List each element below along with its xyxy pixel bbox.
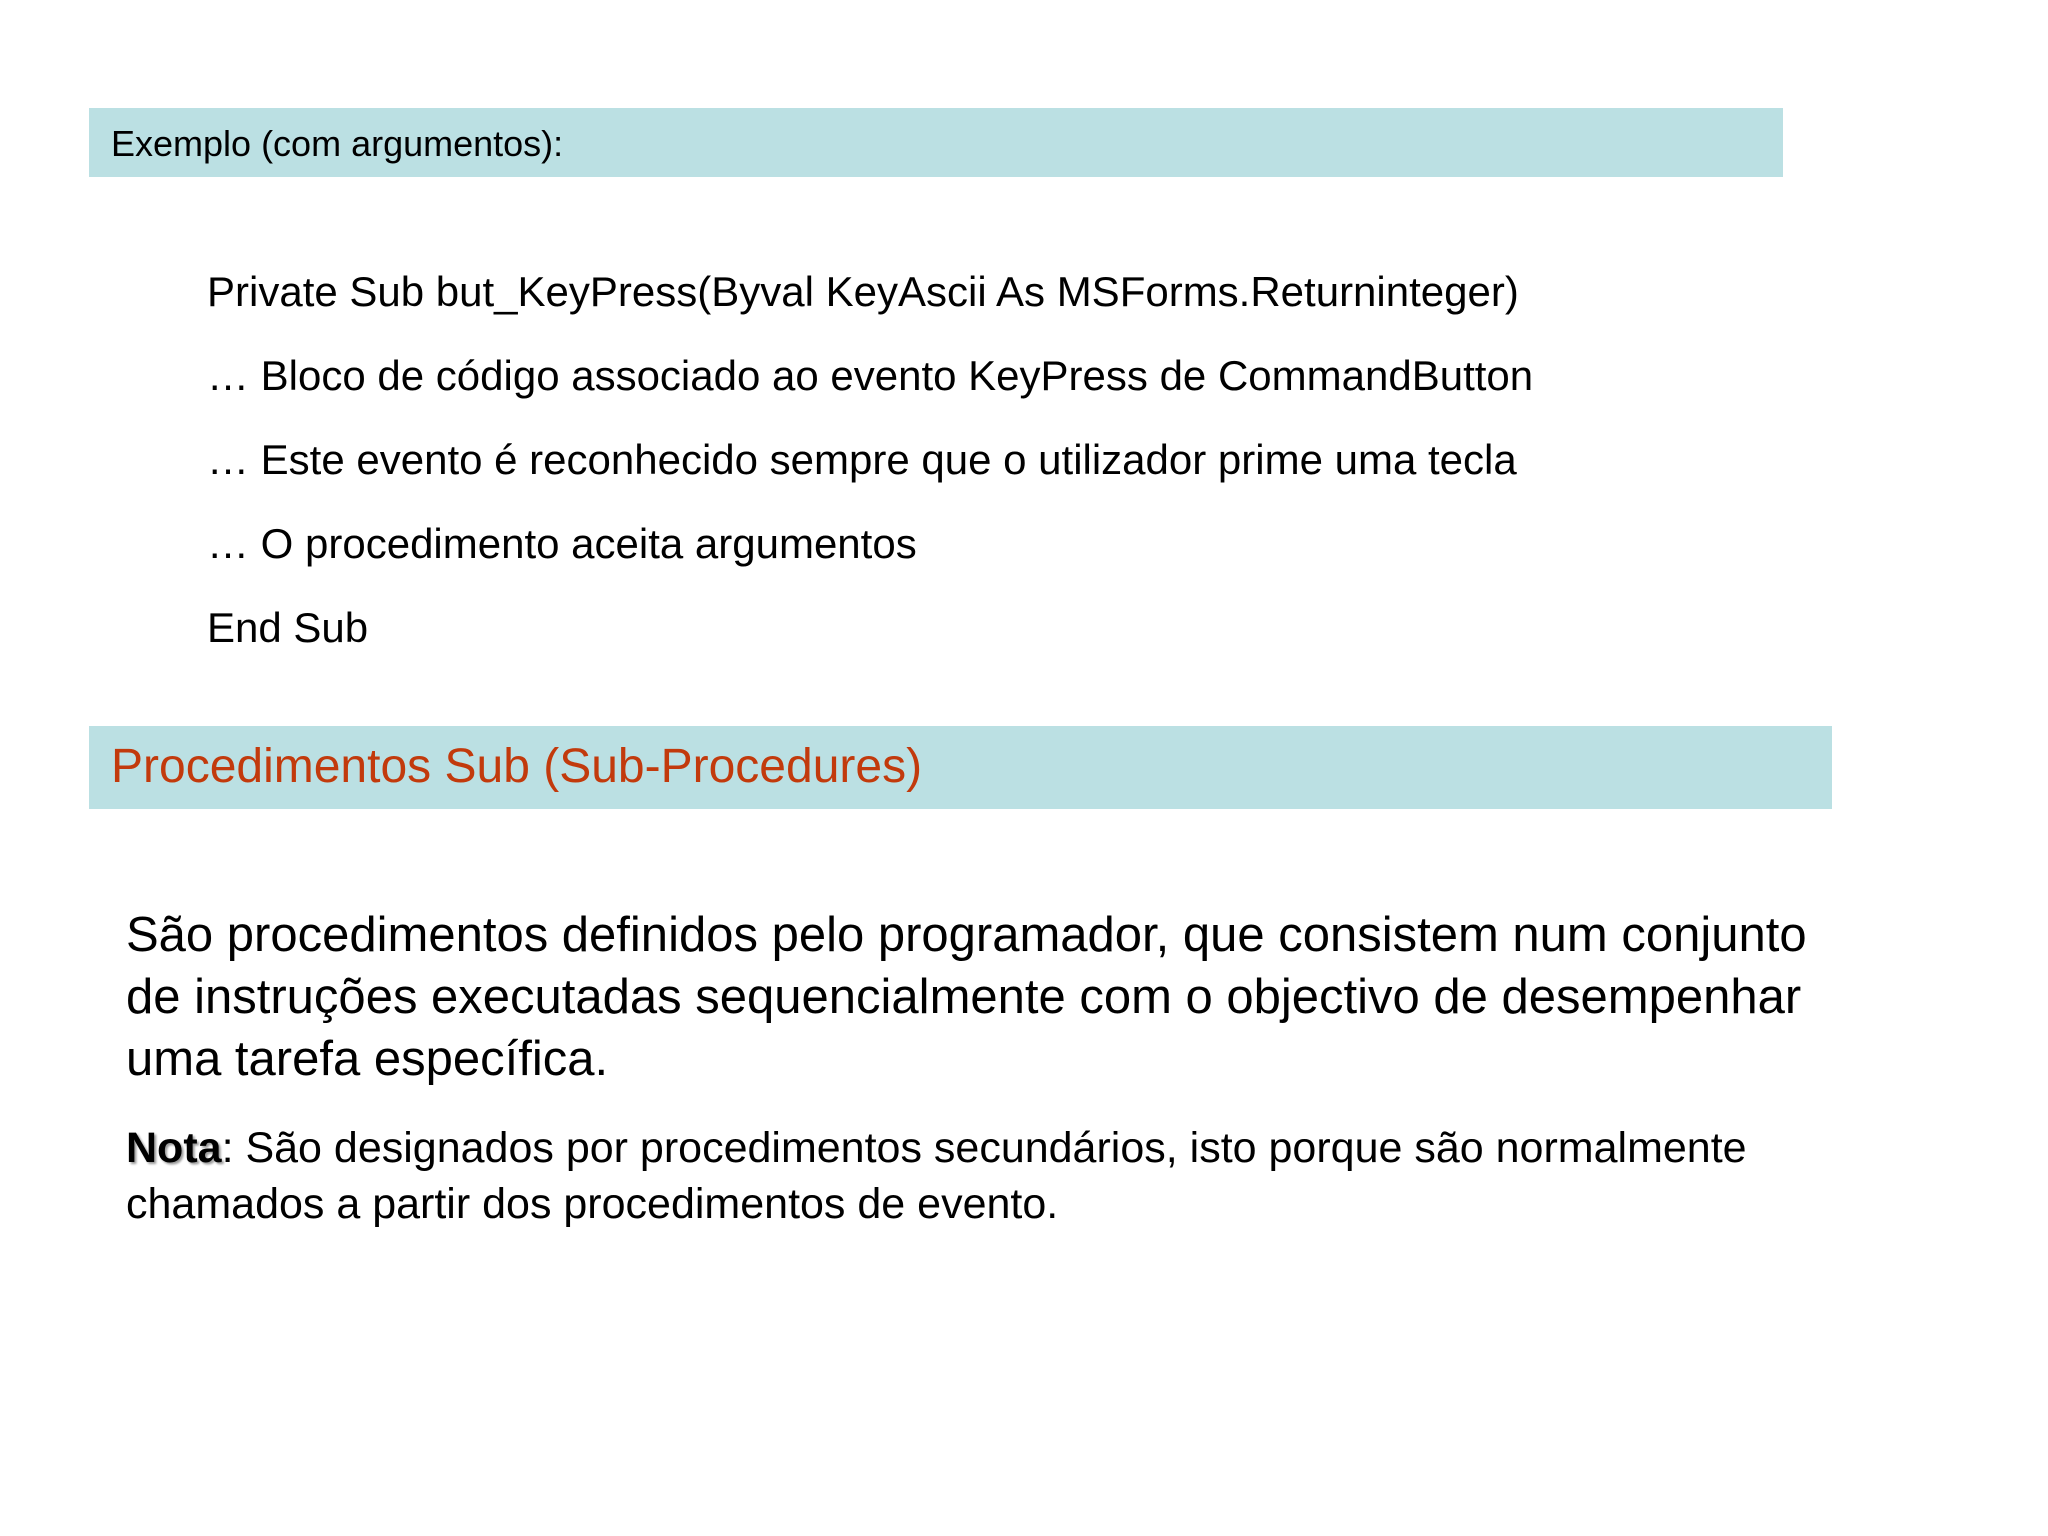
- note-label: Nota: [126, 1124, 222, 1172]
- code-line-comment-1: … Bloco de código associado ao evento KeyPress de CommandButton: [207, 352, 1534, 399]
- code-line-comment-3: … O procedimento aceita argumentos: [207, 520, 917, 567]
- code-example: [207, 250, 1533, 670]
- code-line-declaration: Private Sub but_KeyPress(Byval KeyAscii As MSForms.Returninteger): [207, 268, 1519, 315]
- section-header-bar: [89, 726, 1832, 809]
- note-paragraph: [126, 1120, 1846, 1232]
- code-line-comment-2: … Este evento é reconhecido sempre que o utilizador prime uma tecla: [207, 436, 1517, 483]
- note-separator: :: [221, 1124, 234, 1172]
- note-text: São designados por procedimentos secundários, isto porque são normalmente chamados a partir dos procedimentos de evento.: [126, 1124, 1747, 1228]
- code-line-end: End Sub: [207, 604, 369, 651]
- description-paragraph: São procedimentos definidos pelo programador, que consistem num conjunto de instruções executadas sequencialmente com o objectivo de desempenhar uma tarefa específica.: [126, 908, 1807, 1086]
- section-title: Procedimentos Sub (Sub-Procedures): [111, 739, 923, 793]
- example-header-title: Exemplo (com argumentos):: [111, 122, 564, 164]
- example-header-bar: [89, 108, 1783, 177]
